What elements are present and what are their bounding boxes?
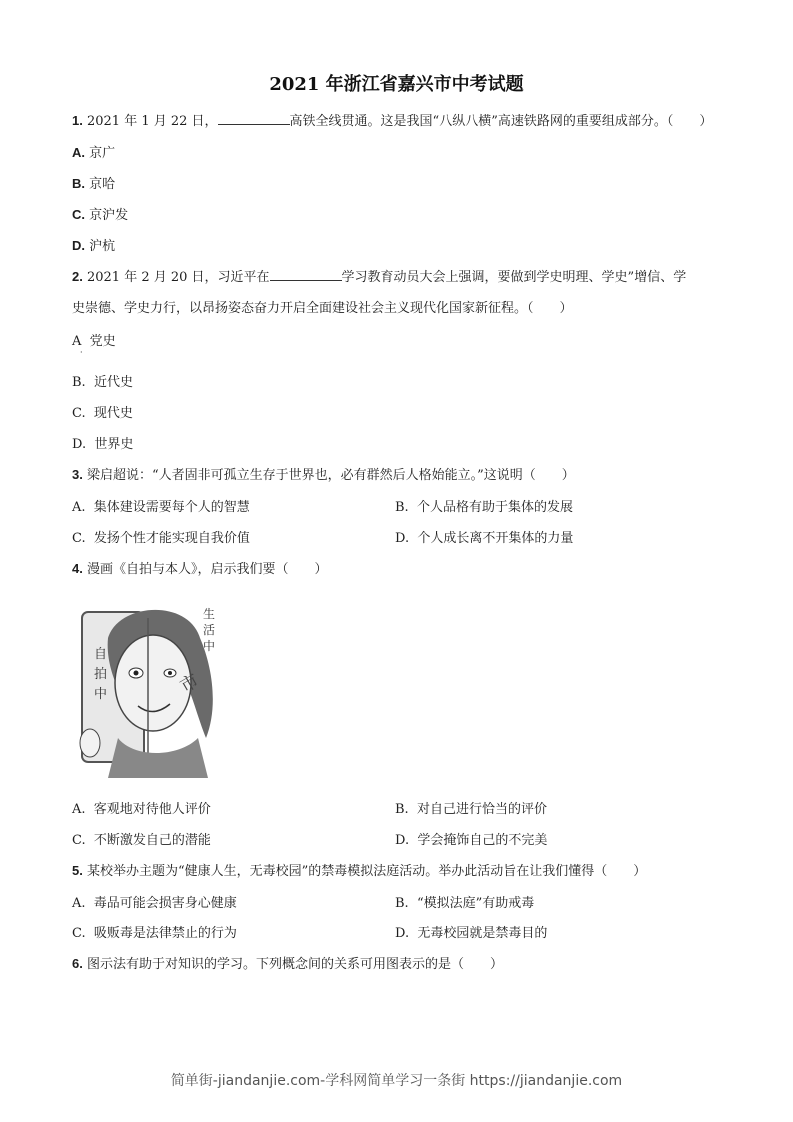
option-text: 京哈 (89, 177, 116, 192)
option-a (72, 798, 211, 817)
question-2 (72, 266, 686, 285)
question-2-line-2: 史崇德、学史力行，以昂扬姿态奋力开启全面建设社会主义现代化国家新征程。（ ） (72, 301, 573, 316)
option-text: 学会掩饰自己的不完美 (417, 833, 548, 848)
option-letter: B. (72, 176, 85, 191)
option-text: 发扬个性才能实现自我价值 (93, 531, 250, 546)
option-letter: B. (72, 375, 86, 390)
hand (80, 729, 100, 757)
option-d (395, 922, 547, 941)
answer-blank (218, 112, 290, 125)
question-6 (72, 953, 503, 972)
option-letter: C. (72, 207, 85, 222)
question-text: 某校举办主题为“健康人生，无毒校园”的禁毒模拟法庭活动。举办此活动旨在让我们懂得（ ） (86, 864, 647, 879)
label-char: 中 (94, 687, 108, 702)
selfie-cartoon-image (78, 598, 228, 778)
question-number: 5. (72, 863, 83, 878)
question-5 (72, 860, 646, 879)
option-letter: B. (395, 802, 409, 817)
option-b (395, 798, 547, 817)
question-number: 3. (72, 467, 83, 482)
question-1 (72, 110, 712, 129)
option-letter: D. (395, 926, 410, 941)
option-letter: A. (72, 896, 86, 911)
option-d (72, 235, 115, 254)
option-a (72, 330, 116, 349)
option-a (72, 142, 115, 161)
option-letter: C. (72, 406, 86, 421)
option-letter: D. (72, 437, 87, 452)
question-text-post: 学习教育动员大会上强调，要做到学史明理、学史”增信、学 (341, 270, 687, 285)
option-letter: C. (72, 833, 86, 848)
question-text: 图示法有助于对知识的学习。下列概念间的关系可用图表示的是（ ） (86, 957, 503, 972)
question-text: 漫画《自拍与本人》，启示我们要（ ） (86, 562, 328, 577)
option-letter: C. (72, 531, 86, 546)
option-d (72, 433, 133, 452)
option-text: 世界史 (94, 437, 134, 452)
question-text-pre: 2021 年 2 月 20 日，习近平在 (86, 270, 270, 285)
option-d (395, 829, 547, 848)
option-text: 个人成长离不开集体的力量 (417, 531, 574, 546)
option-letter: A. (72, 802, 86, 817)
answer-blank (270, 268, 342, 281)
option-c (72, 922, 237, 941)
question-3 (72, 464, 575, 483)
option-text: 个人品格有助于集体的发展 (416, 500, 573, 515)
option-c (72, 204, 128, 223)
label-char: 活 (203, 623, 216, 637)
option-text: 对自己进行恰当的评价 (416, 802, 547, 817)
option-b (72, 371, 133, 390)
label-char: 拍 (94, 667, 108, 682)
option-letter: D. (395, 531, 410, 546)
option-c (72, 829, 211, 848)
option-text: “模拟法庭”有助戒毒 (416, 896, 535, 911)
option-text: 毒品可能会损害身心健康 (93, 896, 237, 911)
option-c (72, 527, 250, 546)
option-text: 京沪发 (89, 208, 129, 223)
question-number: 1. (72, 113, 83, 128)
label-char: 自 (94, 647, 108, 662)
option-letter: A. (72, 500, 86, 515)
cartoon-label-right (203, 606, 215, 653)
right-pupil (168, 671, 172, 675)
cartoon-stamp: 市 (176, 670, 203, 698)
stray-dot: · (80, 348, 83, 357)
option-a (72, 496, 250, 515)
question-number: 4. (72, 561, 83, 576)
option-letter: A. (72, 145, 85, 160)
option-b (395, 892, 534, 911)
option-letter: D. (72, 238, 85, 253)
option-text: 沪杭 (89, 239, 116, 254)
option-letter: D. (395, 833, 410, 848)
option-d (395, 527, 573, 546)
option-text: 近代史 (93, 375, 133, 390)
option-text: 现代史 (93, 406, 133, 421)
question-text: 梁启超说：“人者固非可孤立生存于世界也，必有群然后人格始能立。”这说明（ ） (86, 468, 575, 483)
question-number: 6. (72, 956, 83, 971)
option-letter: A (72, 334, 82, 349)
page-footer: 简单街-jiandanjie.com-学科网简单学习一条街 https://jiandanjie.com (170, 1073, 623, 1089)
label-char: 生 (203, 607, 216, 621)
option-text: 集体建设需要每个人的智慧 (93, 500, 250, 515)
question-number: 2. (72, 269, 83, 284)
option-text: 党史 (89, 334, 116, 349)
question-text-post: 高铁全线贯通。这是我国“八纵八横”高速铁路网的重要组成部分。（ ） (289, 114, 713, 129)
cartoon-label-left (94, 647, 107, 702)
option-text: 京广 (89, 146, 116, 161)
label-char: 中 (203, 639, 216, 653)
option-a (72, 892, 237, 911)
option-b (395, 496, 573, 515)
option-text: 无毒校园就是禁毒目的 (417, 926, 548, 941)
body (108, 738, 208, 778)
option-letter: B. (395, 500, 409, 515)
page-title: 2021 年浙江省嘉兴市中考试题 (269, 74, 524, 95)
question-4 (72, 558, 328, 577)
option-letter: C. (72, 926, 86, 941)
question-text-pre: 2021 年 1 月 22 日， (86, 114, 218, 129)
option-b (72, 173, 115, 192)
option-text: 不断激发自己的潜能 (93, 833, 211, 848)
option-letter: B. (395, 896, 409, 911)
left-pupil (134, 671, 139, 676)
option-text: 吸贩毒是法律禁止的行为 (93, 926, 237, 941)
option-c (72, 402, 133, 421)
option-text: 客观地对待他人评价 (93, 802, 211, 817)
